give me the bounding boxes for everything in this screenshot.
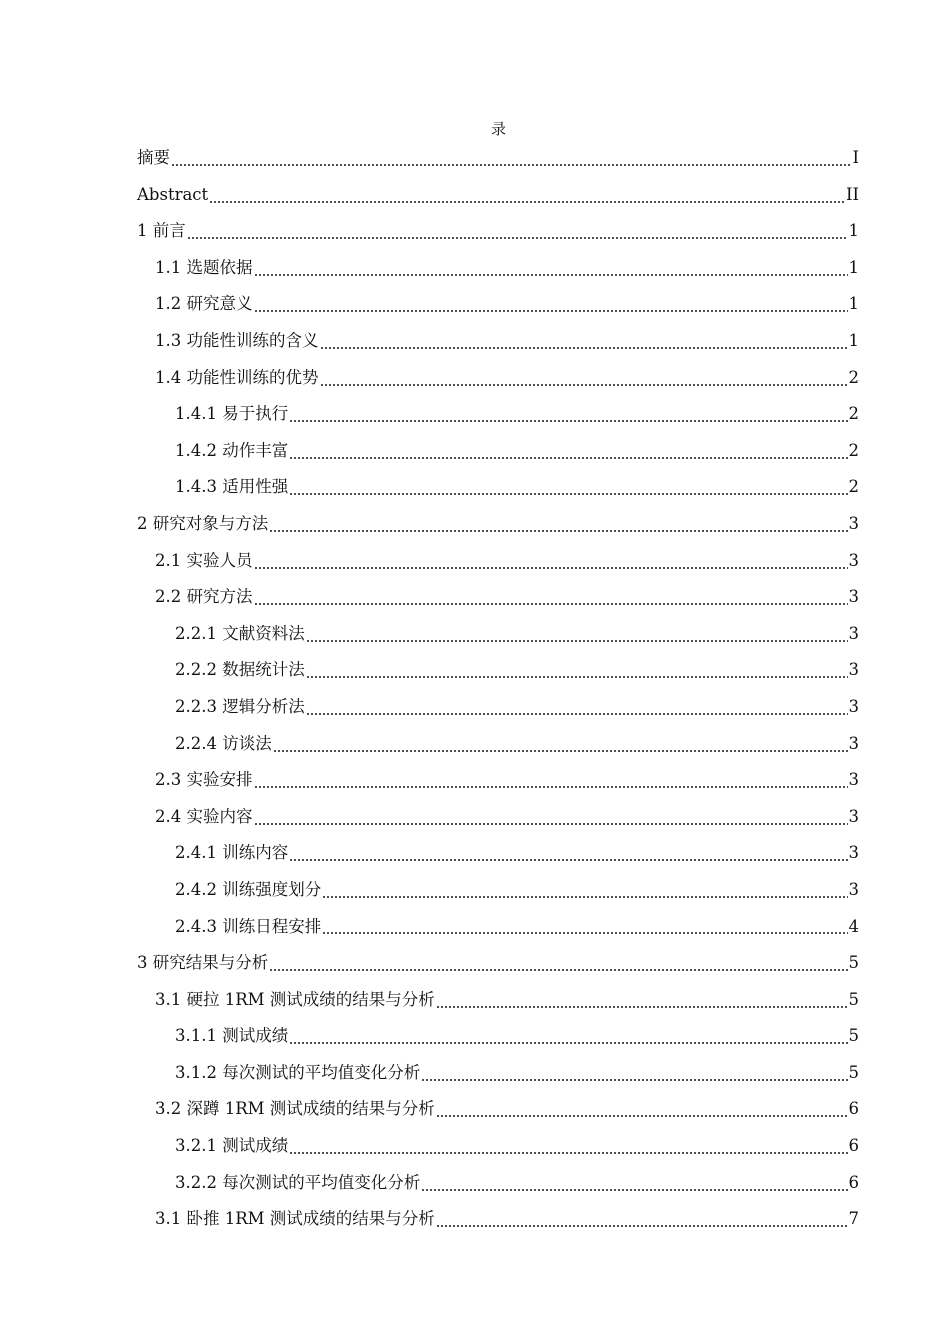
- toc-entry-label: 1.4.1 易于执行: [175, 404, 289, 424]
- toc-dot-leader: [436, 982, 848, 1019]
- toc-entry[interactable]: [137, 1201, 859, 1238]
- toc-dot-leader: [322, 872, 847, 909]
- toc-dot-leader: [289, 835, 847, 872]
- toc-entry-label: 2.4 实验内容: [155, 806, 253, 826]
- toc-entry-page-number: 3: [848, 806, 859, 826]
- toc-entry-page-number: 3: [848, 770, 859, 790]
- toc-dot-leader: [209, 177, 845, 214]
- toc-entry[interactable]: [137, 616, 859, 653]
- toc-entry-label: 2.2.2 数据统计法: [175, 660, 305, 680]
- toc-entry[interactable]: [137, 945, 859, 982]
- toc-dot-leader: [306, 652, 848, 689]
- toc-dot-leader: [254, 579, 848, 616]
- toc-entry-page-number: 6: [848, 1172, 859, 1192]
- toc-dot-leader: [289, 1018, 847, 1055]
- toc-entry-label: 2.4.2 训练强度划分: [175, 879, 322, 899]
- toc-entry[interactable]: [137, 177, 859, 214]
- toc-entry-page-number: 3: [848, 843, 859, 863]
- toc-entry-page-number: 2: [848, 367, 859, 387]
- toc-entry-label: 1.4 功能性训练的优势: [155, 367, 319, 387]
- toc-entry[interactable]: [137, 323, 859, 360]
- toc-entry-page-number: 1: [848, 221, 859, 241]
- toc-dot-leader: [254, 286, 848, 323]
- toc-entry[interactable]: [137, 908, 859, 945]
- toc-entry[interactable]: [137, 469, 859, 506]
- toc-entry[interactable]: [137, 1128, 859, 1165]
- toc-entry-page-number: 5: [848, 989, 859, 1009]
- toc-dot-leader: [306, 616, 848, 653]
- toc-entry-page-number: 6: [848, 1136, 859, 1156]
- toc-dot-leader: [254, 799, 848, 836]
- toc-entry-page-number: 3: [848, 660, 859, 680]
- toc-dot-leader: [254, 250, 848, 287]
- toc-entry-page-number: 1: [848, 294, 859, 314]
- toc-entry-page-number: 6: [848, 1099, 859, 1119]
- toc-dot-leader: [289, 469, 847, 506]
- toc-entry[interactable]: [137, 213, 859, 250]
- toc-entry-label: 1.1 选题依据: [155, 257, 253, 277]
- toc-entry[interactable]: [137, 762, 859, 799]
- toc-dot-leader: [254, 762, 848, 799]
- toc-dot-leader: [320, 360, 848, 397]
- toc-entry-label: 3 研究结果与分析: [137, 953, 269, 973]
- toc-entry[interactable]: [137, 1055, 859, 1092]
- toc-dot-leader: [421, 1055, 847, 1092]
- toc-entry-label: 2 研究对象与方法: [137, 513, 269, 533]
- toc-entry-label: 3.2.2 每次测试的平均值变化分析: [175, 1172, 421, 1192]
- toc-entry-label: 2.2.3 逻辑分析法: [175, 696, 305, 716]
- toc-dot-leader: [306, 689, 848, 726]
- table-of-contents: [137, 140, 859, 1238]
- toc-entry[interactable]: [137, 543, 859, 580]
- toc-dot-leader: [436, 1091, 848, 1128]
- toc-entry-label: 2.3 实验安排: [155, 770, 253, 790]
- toc-entry-page-number: 7: [848, 1209, 859, 1229]
- toc-entry-page-number: 2: [848, 440, 859, 460]
- toc-entry[interactable]: [137, 1018, 859, 1055]
- toc-dot-leader: [289, 396, 847, 433]
- toc-entry[interactable]: [137, 250, 859, 287]
- toc-entry-page-number: 2: [848, 404, 859, 424]
- toc-entry-page-number: 3: [848, 696, 859, 716]
- toc-entry-page-number: 1: [848, 257, 859, 277]
- toc-entry-page-number: 3: [848, 733, 859, 753]
- toc-entry[interactable]: [137, 1091, 859, 1128]
- toc-entry[interactable]: [137, 982, 859, 1019]
- toc-entry[interactable]: [137, 1165, 859, 1202]
- toc-entry[interactable]: [137, 140, 859, 177]
- toc-entry-page-number: I: [852, 148, 859, 168]
- toc-entry-label: 3.2 深蹲 1RM 测试成绩的结果与分析: [155, 1099, 435, 1119]
- toc-entry[interactable]: [137, 872, 859, 909]
- toc-dot-leader: [171, 140, 851, 177]
- toc-dot-leader: [273, 726, 848, 763]
- toc-entry[interactable]: [137, 360, 859, 397]
- toc-entry-label: 3.1 卧推 1RM 测试成绩的结果与分析: [155, 1209, 435, 1229]
- toc-entry-label: 2.2 研究方法: [155, 587, 253, 607]
- toc-entry[interactable]: [137, 579, 859, 616]
- toc-entry-label: 1 前言: [137, 221, 186, 241]
- toc-entry-label: 3.2.1 测试成绩: [175, 1136, 289, 1156]
- toc-entry-page-number: 3: [848, 623, 859, 643]
- toc-entry-label: 1.2 研究意义: [155, 294, 253, 314]
- toc-entry-label: 3.1.1 测试成绩: [175, 1026, 289, 1046]
- toc-entry-label: 1.4.3 适用性强: [175, 477, 289, 497]
- toc-entry-page-number: 4: [848, 916, 859, 936]
- toc-entry-label: 摘要: [137, 148, 170, 168]
- toc-entry-page-number: 3: [848, 879, 859, 899]
- toc-dot-leader: [289, 1128, 847, 1165]
- toc-entry-page-number: 1: [848, 331, 859, 351]
- toc-entry[interactable]: [137, 286, 859, 323]
- toc-entry-label: 2.2.1 文献资料法: [175, 623, 305, 643]
- toc-entry-page-number: 3: [848, 513, 859, 533]
- toc-dot-leader: [320, 323, 848, 360]
- toc-entry[interactable]: [137, 506, 859, 543]
- toc-dot-leader: [421, 1165, 847, 1202]
- toc-entry[interactable]: [137, 396, 859, 433]
- toc-entry[interactable]: [137, 726, 859, 763]
- toc-entry-page-number: II: [845, 184, 859, 204]
- toc-entry-label: Abstract: [137, 184, 209, 204]
- toc-entry-page-number: 3: [848, 550, 859, 570]
- toc-entry-label: 3.1 硬拉 1RM 测试成绩的结果与分析: [155, 989, 435, 1009]
- toc-entry-label: 1.4.2 动作丰富: [175, 440, 289, 460]
- toc-entry-page-number: 3: [848, 587, 859, 607]
- toc-entry-label: 2.1 实验人员: [155, 550, 253, 570]
- toc-dot-leader: [269, 945, 847, 982]
- toc-entry[interactable]: [137, 433, 859, 470]
- toc-entry-page-number: 2: [848, 477, 859, 497]
- toc-entry-label: 2.4.1 训练内容: [175, 843, 289, 863]
- toc-dot-leader: [254, 543, 848, 580]
- page-title: 录: [490, 120, 507, 138]
- toc-entry-page-number: 5: [848, 1062, 859, 1082]
- toc-dot-leader: [269, 506, 847, 543]
- toc-entry[interactable]: [137, 799, 859, 836]
- toc-entry-label: 2.4.3 训练日程安排: [175, 916, 322, 936]
- toc-entry[interactable]: [137, 835, 859, 872]
- toc-entry[interactable]: [137, 689, 859, 726]
- toc-entry[interactable]: [137, 652, 859, 689]
- toc-dot-leader: [322, 908, 847, 945]
- toc-entry-label: 2.2.4 访谈法: [175, 733, 272, 753]
- toc-entry-label: 3.1.2 每次测试的平均值变化分析: [175, 1062, 421, 1082]
- toc-dot-leader: [187, 213, 848, 250]
- toc-entry-page-number: 5: [848, 1026, 859, 1046]
- toc-dot-leader: [436, 1201, 848, 1238]
- toc-entry-page-number: 5: [848, 953, 859, 973]
- toc-entry-label: 1.3 功能性训练的含义: [155, 331, 319, 351]
- toc-dot-leader: [289, 433, 847, 470]
